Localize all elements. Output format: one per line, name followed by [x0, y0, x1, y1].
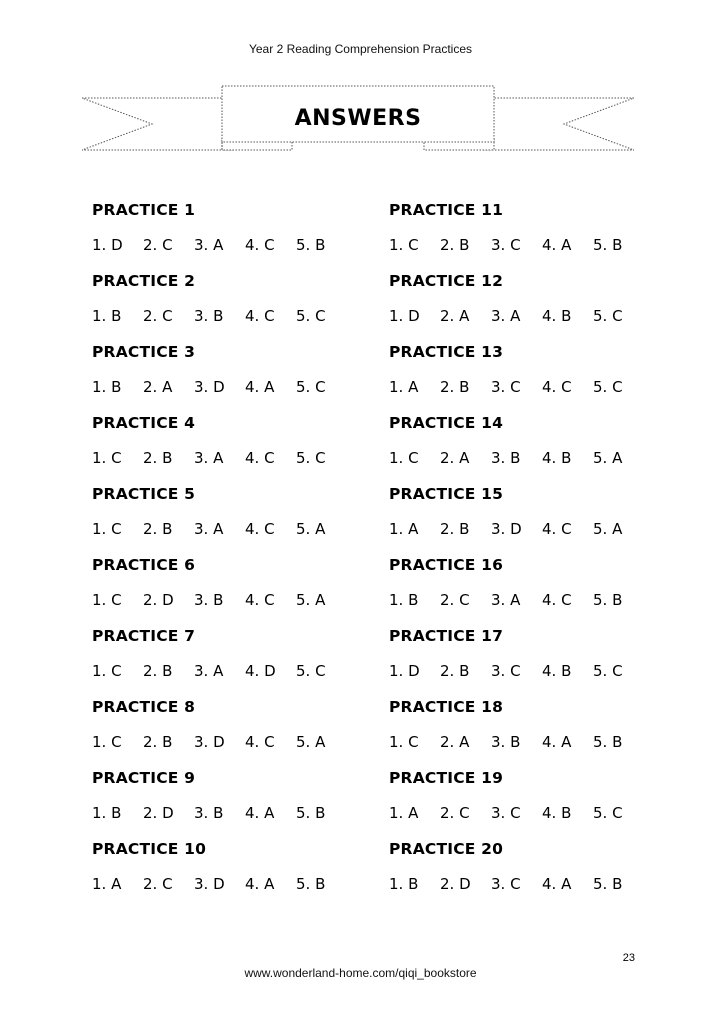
answer-item: 1. B [92, 307, 122, 325]
practice-block [92, 624, 392, 695]
answer-item: 5. C [296, 378, 326, 396]
answer-item: 2. D [143, 804, 174, 822]
answer-item: 5. A [593, 449, 623, 467]
answer-item: 3. D [194, 875, 225, 893]
answer-item: 1. C [389, 449, 419, 467]
answer-item: 2. D [143, 591, 174, 609]
page-header-title: Year 2 Reading Comprehension Practices [248, 42, 473, 56]
answer-item: 5. C [593, 378, 623, 396]
answer-item: 5. C [296, 449, 326, 467]
page-number: 23 [622, 952, 635, 964]
answer-item: 3. B [194, 307, 224, 325]
practice-title: PRACTICE 7 [92, 627, 196, 645]
answer-item: 5. B [296, 236, 326, 254]
practice-title: PRACTICE 1 [92, 201, 196, 219]
answer-item: 4. C [542, 378, 572, 396]
answer-item: 5. B [593, 733, 623, 751]
answer-item: 2. A [143, 378, 173, 396]
practice-block [92, 269, 392, 340]
answer-item: 1. B [92, 804, 122, 822]
practice-title: PRACTICE 3 [92, 343, 196, 361]
answer-item: 1. A [389, 520, 419, 538]
answer-item: 2. C [143, 236, 173, 254]
answer-item: 1. B [92, 378, 122, 396]
answer-item: 2. A [440, 733, 470, 751]
answer-item: 2. C [143, 307, 173, 325]
answer-row [92, 304, 392, 328]
answer-row [389, 659, 689, 683]
practice-block [389, 695, 689, 766]
answer-item: 5. C [593, 804, 623, 822]
practice-block [389, 411, 689, 482]
practice-title: PRACTICE 17 [389, 627, 504, 645]
answer-row [389, 517, 689, 541]
answer-item: 3. A [491, 307, 521, 325]
answer-item: 4. A [245, 804, 275, 822]
answer-row [92, 872, 392, 896]
answer-item: 4. C [245, 449, 275, 467]
answer-item: 1. D [92, 236, 123, 254]
answer-item: 5. A [296, 591, 326, 609]
practice-block [389, 837, 689, 908]
answer-item: 1. A [389, 378, 419, 396]
practice-title: PRACTICE 18 [389, 698, 504, 716]
answer-item: 1. C [92, 449, 122, 467]
answer-row [92, 233, 392, 257]
answer-item: 5. B [296, 804, 326, 822]
answer-item: 1. C [92, 520, 122, 538]
answer-item: 5. A [296, 520, 326, 538]
practice-title: PRACTICE 14 [389, 414, 504, 432]
answer-item: 4. A [542, 733, 572, 751]
answer-item: 1. D [389, 662, 420, 680]
practice-block [389, 624, 689, 695]
practice-block [92, 553, 392, 624]
answer-item: 4. C [245, 236, 275, 254]
answer-item: 3. C [491, 804, 521, 822]
practice-block [92, 695, 392, 766]
answer-item: 2. B [143, 520, 173, 538]
answers-banner [82, 84, 634, 156]
answer-row [389, 375, 689, 399]
answer-item: 5. B [593, 875, 623, 893]
answers-title: ANSWERS [294, 106, 422, 131]
practice-block [389, 766, 689, 837]
answer-item: 1. C [389, 733, 419, 751]
answer-item: 5. A [296, 733, 326, 751]
answer-item: 5. C [296, 307, 326, 325]
answer-row [92, 517, 392, 541]
answer-item: 4. B [542, 662, 572, 680]
answer-item: 1. B [389, 591, 419, 609]
answer-item: 4. B [542, 804, 572, 822]
practice-title: PRACTICE 10 [92, 840, 207, 858]
answer-item: 3. C [491, 236, 521, 254]
answer-row [389, 446, 689, 470]
answer-item: 5. B [593, 591, 623, 609]
answers-right-column [389, 198, 689, 908]
answer-item: 4. C [542, 520, 572, 538]
answer-item: 1. D [389, 307, 420, 325]
answer-row [389, 588, 689, 612]
practice-title: PRACTICE 6 [92, 556, 196, 574]
practice-block [92, 766, 392, 837]
answer-row [92, 659, 392, 683]
answer-item: 4. C [245, 591, 275, 609]
answer-item: 3. A [194, 662, 224, 680]
answer-row [389, 304, 689, 328]
answer-item: 1. A [92, 875, 122, 893]
answer-item: 3. C [491, 662, 521, 680]
answer-item: 3. D [194, 733, 225, 751]
answer-item: 4. B [542, 307, 572, 325]
practice-title: PRACTICE 12 [389, 272, 504, 290]
answer-item: 3. A [194, 520, 224, 538]
answer-row [389, 872, 689, 896]
answer-item: 5. C [593, 662, 623, 680]
answer-item: 4. C [245, 307, 275, 325]
practice-title: PRACTICE 16 [389, 556, 504, 574]
answer-item: 5. A [593, 520, 623, 538]
practice-title: PRACTICE 2 [92, 272, 196, 290]
answer-item: 1. C [92, 733, 122, 751]
answer-item: 2. B [143, 733, 173, 751]
answers-left-column [92, 198, 392, 908]
practice-title: PRACTICE 11 [389, 201, 504, 219]
answer-row [92, 730, 392, 754]
answer-item: 5. B [296, 875, 326, 893]
answer-item: 3. A [194, 449, 224, 467]
answer-item: 4. C [245, 733, 275, 751]
answer-item: 3. D [491, 520, 522, 538]
answer-item: 1. B [389, 875, 419, 893]
answer-item: 3. A [491, 591, 521, 609]
answer-row [92, 588, 392, 612]
answer-item: 1. C [92, 591, 122, 609]
practice-title: PRACTICE 15 [389, 485, 504, 503]
answer-item: 4. B [542, 449, 572, 467]
practice-block [389, 269, 689, 340]
practice-block [92, 837, 392, 908]
practice-block [92, 340, 392, 411]
answer-item: 2. B [440, 662, 470, 680]
practice-block [92, 411, 392, 482]
answer-row [389, 801, 689, 825]
practice-title: PRACTICE 8 [92, 698, 196, 716]
practice-block [389, 482, 689, 553]
answer-item: 3. C [491, 875, 521, 893]
answer-row [92, 375, 392, 399]
answer-item: 4. A [542, 236, 572, 254]
answer-item: 4. C [542, 591, 572, 609]
answer-item: 2. C [440, 591, 470, 609]
practice-block [389, 198, 689, 269]
answer-item: 4. D [245, 662, 276, 680]
answer-item: 1. C [92, 662, 122, 680]
answer-item: 2. C [143, 875, 173, 893]
answer-item: 3. B [194, 591, 224, 609]
answer-item: 3. C [491, 378, 521, 396]
practice-block [92, 198, 392, 269]
answer-item: 5. B [593, 236, 623, 254]
practice-title: PRACTICE 9 [92, 769, 196, 787]
answer-item: 2. B [440, 378, 470, 396]
answer-item: 4. C [245, 520, 275, 538]
answer-item: 3. B [491, 449, 521, 467]
answer-item: 2. B [143, 449, 173, 467]
practice-block [389, 553, 689, 624]
practice-title: PRACTICE 13 [389, 343, 504, 361]
answer-item: 2. A [440, 449, 470, 467]
answer-item: 3. B [194, 804, 224, 822]
answer-item: 2. B [143, 662, 173, 680]
answer-row [389, 233, 689, 257]
footer-url: www.wonderland-home.com/qiqi_bookstore [244, 966, 477, 980]
answer-item: 5. C [593, 307, 623, 325]
answer-item: 4. A [245, 875, 275, 893]
answer-row [92, 801, 392, 825]
answer-item: 3. B [491, 733, 521, 751]
answer-item: 4. A [542, 875, 572, 893]
answer-item: 2. B [440, 236, 470, 254]
answer-item: 1. A [389, 804, 419, 822]
practice-title: PRACTICE 4 [92, 414, 196, 432]
practice-block [92, 482, 392, 553]
practice-title: PRACTICE 5 [92, 485, 196, 503]
answer-row [92, 446, 392, 470]
practice-title: PRACTICE 19 [389, 769, 504, 787]
answer-item: 2. B [440, 520, 470, 538]
answer-item: 1. C [389, 236, 419, 254]
answer-item: 3. A [194, 236, 224, 254]
answer-item: 5. C [296, 662, 326, 680]
answer-item: 3. D [194, 378, 225, 396]
practice-title: PRACTICE 20 [389, 840, 504, 858]
answer-row [389, 730, 689, 754]
answer-item: 2. C [440, 804, 470, 822]
answer-item: 2. A [440, 307, 470, 325]
answer-item: 4. A [245, 378, 275, 396]
practice-block [389, 340, 689, 411]
answer-item: 2. D [440, 875, 471, 893]
